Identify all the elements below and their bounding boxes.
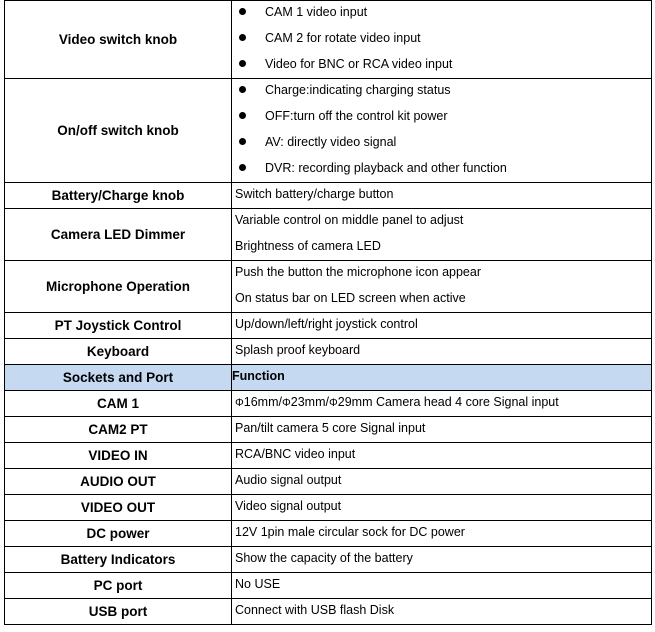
- header-sockets-label: Sockets and Port: [5, 365, 232, 391]
- desc-line: No USE: [235, 577, 281, 591]
- bullet-item: [232, 53, 651, 78]
- usb-port-label: USB port: [5, 599, 232, 625]
- battery-indicators-desc: [232, 547, 652, 573]
- desc-line: Show the capacity of the battery: [235, 551, 413, 565]
- bullet-item: [232, 27, 651, 53]
- bullet-icon: [239, 138, 246, 145]
- bullet-icon: [239, 8, 246, 15]
- bullet-icon: [239, 164, 246, 171]
- battery-indicators-label: Battery Indicators: [5, 547, 232, 573]
- desc-line: Push the button the microphone icon appear: [235, 265, 482, 279]
- cam1-size-2: 23mm/: [290, 395, 329, 409]
- desc-line: Brightness of camera LED: [235, 239, 381, 253]
- bullet-text: CAM 1 video input: [265, 5, 368, 19]
- row-audio-out: [5, 469, 652, 495]
- video-out-desc: [232, 495, 652, 521]
- desc-line: Connect with USB flash Disk: [235, 603, 395, 617]
- microphone-desc: [232, 261, 652, 313]
- led-dimmer-desc: [232, 209, 652, 261]
- bullet-text: CAM 2 for rotate video input: [265, 31, 421, 45]
- row-onoff-switch: [5, 79, 652, 183]
- cam2pt-desc: [232, 417, 652, 443]
- cam1-label: CAM 1: [5, 391, 232, 417]
- phi-symbol: Φ: [281, 397, 291, 409]
- dc-power-desc: [232, 521, 652, 547]
- row-led-dimmer: [5, 209, 652, 261]
- spec-table: [4, 0, 652, 625]
- row-joystick: [5, 313, 652, 339]
- cam2pt-label: CAM2 PT: [5, 417, 232, 443]
- desc-line: Switch battery/charge button: [235, 187, 394, 201]
- row-dc-power: [5, 521, 652, 547]
- row-battery-knob: [5, 183, 652, 209]
- usb-port-desc: [232, 599, 652, 625]
- keyboard-desc: [232, 339, 652, 365]
- bullet-text: AV: directly video signal: [265, 135, 397, 149]
- bullet-text: Charge:indicating charging status: [265, 83, 451, 97]
- video-switch-label: Video switch knob: [5, 1, 232, 79]
- desc-line: Variable control on middle panel to adjust: [235, 213, 464, 227]
- bullet-icon: [239, 112, 246, 119]
- desc-line: Splash proof keyboard: [235, 343, 361, 357]
- row-video-out: [5, 495, 652, 521]
- dc-power-label: DC power: [5, 521, 232, 547]
- row-cam2pt: [5, 417, 652, 443]
- pc-port-desc: [232, 573, 652, 599]
- phi-symbol: Φ: [235, 397, 244, 409]
- audio-out-desc: [232, 469, 652, 495]
- header-function-label: Function: [232, 365, 652, 391]
- row-video-in: [5, 443, 652, 469]
- video-switch-desc: [232, 1, 652, 79]
- desc-line: Pan/tilt camera 5 core Signal input: [235, 421, 426, 435]
- cam1-size-3: 29mm Camera head 4 core Signal input: [337, 395, 559, 409]
- row-usb-port: [5, 599, 652, 625]
- joystick-desc: [232, 313, 652, 339]
- bullet-item: [232, 157, 651, 182]
- joystick-label: PT Joystick Control: [5, 313, 232, 339]
- row-keyboard: [5, 339, 652, 365]
- cam1-size-1: 16mm/: [243, 395, 282, 409]
- desc-line: [232, 391, 651, 416]
- desc-line: Audio signal output: [235, 473, 342, 487]
- onoff-switch-label: On/off switch knob: [5, 79, 232, 183]
- battery-knob-label: Battery/Charge knob: [5, 183, 232, 209]
- audio-out-label: AUDIO OUT: [5, 469, 232, 495]
- section-header-row: [5, 365, 652, 391]
- pc-port-label: PC port: [5, 573, 232, 599]
- desc-line: Up/down/left/right joystick control: [235, 317, 418, 331]
- bullet-text: DVR: recording playback and other function: [265, 161, 507, 175]
- bullet-item: [232, 1, 651, 27]
- bullet-icon: [239, 60, 246, 67]
- desc-line: On status bar on LED screen when active: [235, 291, 466, 305]
- video-out-label: VIDEO OUT: [5, 495, 232, 521]
- bullet-text: Video for BNC or RCA video input: [265, 57, 453, 71]
- row-microphone: [5, 261, 652, 313]
- video-in-label: VIDEO IN: [5, 443, 232, 469]
- bullet-item: [232, 79, 651, 105]
- microphone-label: Microphone Operation: [5, 261, 232, 313]
- bullet-text: OFF:turn off the control kit power: [265, 109, 448, 123]
- phi-symbol: Φ: [328, 397, 338, 409]
- bullet-icon: [239, 86, 246, 93]
- keyboard-label: Keyboard: [5, 339, 232, 365]
- bullet-item: [232, 105, 651, 131]
- row-pc-port: [5, 573, 652, 599]
- row-battery-indicators: [5, 547, 652, 573]
- bullet-item: [232, 131, 651, 157]
- video-in-desc: [232, 443, 652, 469]
- desc-line: RCA/BNC video input: [235, 447, 356, 461]
- cam1-desc: [232, 391, 652, 417]
- desc-line: 12V 1pin male circular sock for DC power: [235, 525, 465, 539]
- battery-knob-desc: [232, 183, 652, 209]
- row-video-switch: [5, 1, 652, 79]
- bullet-icon: [239, 34, 246, 41]
- desc-line: Video signal output: [235, 499, 342, 513]
- onoff-switch-desc: [232, 79, 652, 183]
- led-dimmer-label: Camera LED Dimmer: [5, 209, 232, 261]
- row-cam1: [5, 391, 652, 417]
